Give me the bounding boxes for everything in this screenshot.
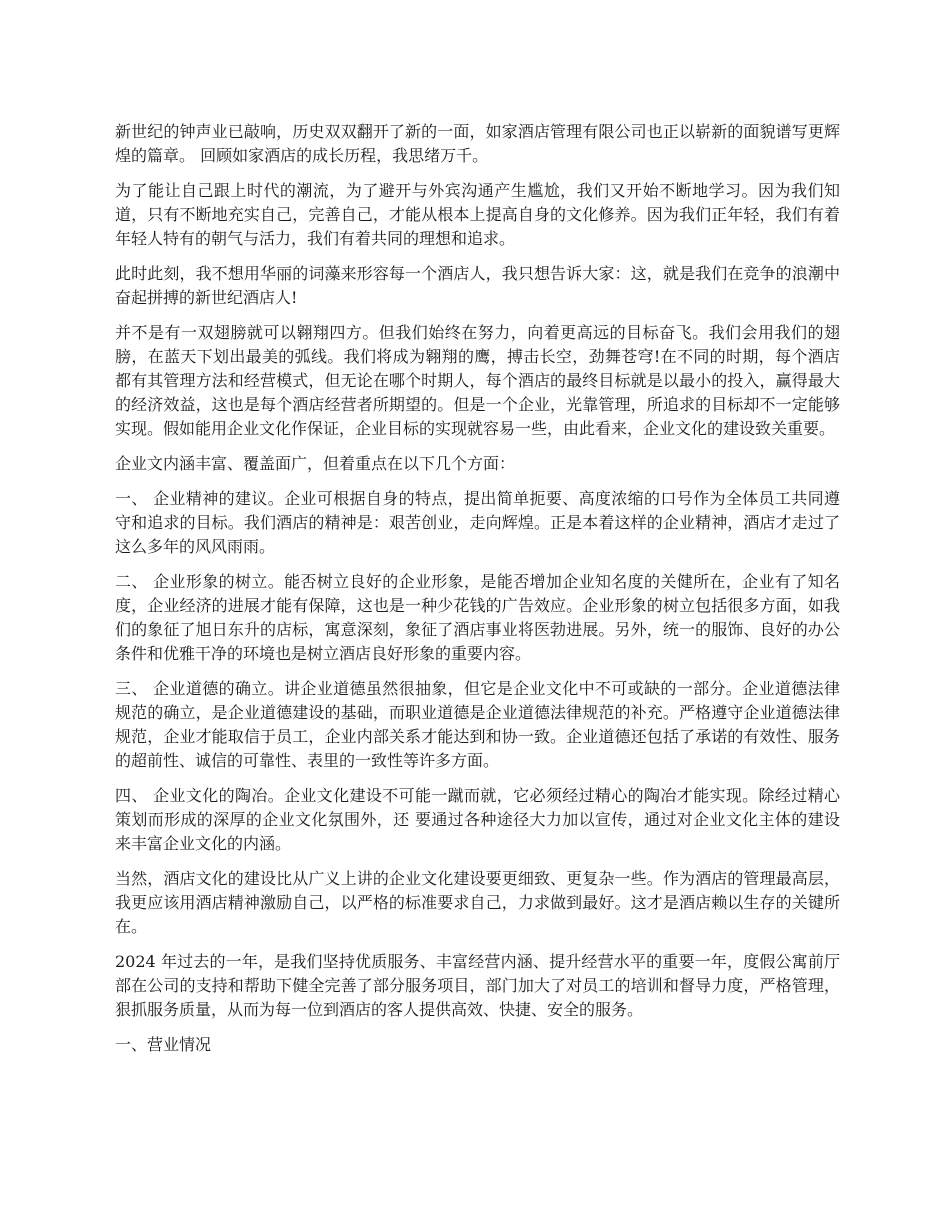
paragraph-wings: 并不是有一双翅膀就可以翱翔四方。但我们始终在努力，向着更高远的目标奋飞。我们会用我们的翅膀，在蓝天下划出最美的弧线。我们将成为翱翔的鹰，搏击长空，劲舞苍穹!在不同的时期，每个酒店都有其管理方法和经营模式，但无论在哪个时期人，每个酒店的最终目标就是以最小的投入，赢得最大的经济效益，这也是每个酒店经营者所期望的。但是一个企业，光靠管理，所追求的目标却不一定能够实现。假如能用企业文化作保证，企业目标的实现就容易一些，由此看来，企业文化的建设致关重要。 — [115, 323, 840, 438]
document-body — [115, 120, 840, 1068]
section-heading-business: 一、营业情况 — [115, 1035, 212, 1054]
paragraph-year-review: 2024 年过去的一年，是我们坚持优质服务、丰富经营内涵、提升经营水平的重要一年，度假公寓前厅部在公司的支持和帮助下健全完善了部分服务项目，部门加大了对员工的培训和督导力度，严格管理，狠抓服务质量，从而为每一位到酒店的客人提供高效、快捷、安全的服务。 — [115, 952, 840, 1019]
paragraph-culture-aspects: 企业文内涵丰富、覆盖面广，但着重点在以下几个方面： — [115, 454, 516, 473]
paragraph-hotel-culture: 当然，酒店文化的建设比从广义上讲的企业文化建设要更细致、更复杂一些。作为酒店的管理最高层，我更应该用酒店精神激励自己，以严格的标准要求自己，力求做到最好。这才是酒店赖以生存的关键所在。 — [115, 869, 840, 936]
paragraph-learning: 为了能让自己跟上时代的潮流，为了避开与外宾沟通产生尴尬，我们又开始不断地学习。因为我们知道，只有不断地充实自己，完善自己，才能从根本上提高自身的文化修养。因为我们正年轻，我们有着年轻人特有的朝气与活力，我们有着共同的理想和追求。 — [115, 181, 840, 248]
paragraph-this-moment: 此时此刻，我不想用华丽的词藻来形容每一个酒店人，我只想告诉大家：这，就是我们在竞争的浪潮中奋起拼搏的新世纪酒店人! — [115, 264, 840, 307]
paragraph-section-spirit: 一、 企业精神的建议。企业可根据自身的特点，提出简单扼要、高度浓缩的口号作为全体员工共同遵守和追求的目标。我们酒店的精神是：艰苦创业，走向辉煌。正是本着这样的企业精神，酒店才走过了这么多年的风风雨雨。 — [115, 489, 840, 556]
paragraph-section-ethics: 三、 企业道德的确立。讲企业道德虽然很抽象，但它是企业文化中不可或缺的一部分。企业道德法律规范的确立，是企业道德建设的基础，而职业道德是企业道德法律规范的补充。严格遵守企业道德法律规范，企业才能取信于员工，企业内部关系才能达到和协一致。企业道德还包括了承诺的有效性、服务的超前性、诚信的可靠性、表里的一致性等许多方面。 — [115, 679, 840, 770]
paragraph-section-cultivation: 四、 企业文化的陶冶。企业文化建设不可能一蹴而就，它必须经过精心的陶冶才能实现。除经过精心策划而形成的深厚的企业文化氛围外，还 要通过各种途径大力加以宣传，通过对企业文化主体的建设来丰富企业文化的内涵。 — [115, 786, 840, 853]
paragraph-section-image: 二、 企业形象的树立。能否树立良好的企业形象，是能否增加企业知名度的关健所在，企业有了知名度，企业经济的进展才能有保障，这也是一种少花钱的广告效应。企业形象的树立包括很多方面，如我们的象征了旭日东升的店标，寓意深刻，象征了酒店事业将医勃进展。另外，统一的服饰、良好的办公条件和优雅干净的环境也是树立酒店良好形象的重要内容。 — [115, 572, 840, 663]
paragraph-intro: 新世纪的钟声业已敲响，历史双双翻开了新的一面，如家酒店管理有限公司也正以崭新的面貌谱写更辉煌的篇章。 回顾如家酒店的成长历程，我思绪万千。 — [115, 122, 840, 165]
